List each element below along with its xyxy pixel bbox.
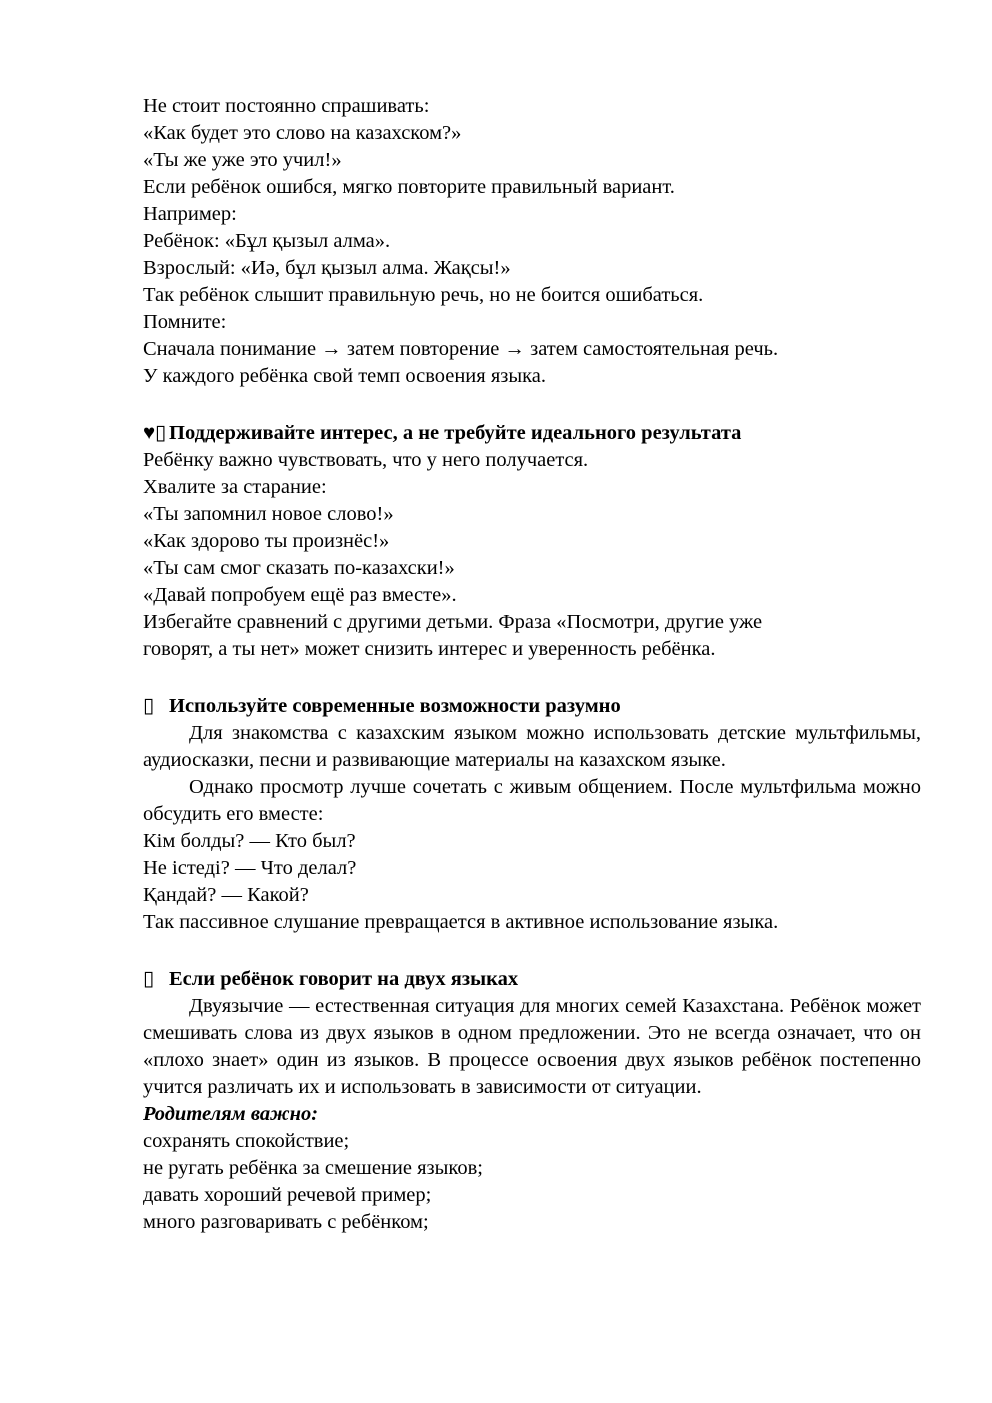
text-line: Так ребёнок слышит правильную речь, но не боится ошибаться.: [143, 284, 704, 306]
text-line: Если ребёнок ошибся, мягко повторите правильный вариант.: [143, 176, 675, 198]
text-line: «Давай попробуем ещё раз вместе».: [143, 584, 457, 606]
section-heading: [143, 420, 921, 447]
section-gap: [143, 390, 921, 420]
text-line: «Ты запомнил новое слово!»: [143, 503, 394, 525]
missing-glyph-icon: ▯: [143, 968, 155, 990]
list-item: сохранять спокойствие;: [143, 1130, 350, 1152]
section-support-interest: [143, 420, 921, 663]
list-item: давать хороший речевой пример;: [143, 1184, 432, 1206]
section-gap: [143, 936, 921, 966]
document-page: [143, 93, 921, 1236]
section-heading-text: Используйте современные возможности разумно: [169, 695, 621, 717]
text-line: Сначала понимание → затем повторение → затем самостоятельная речь.: [143, 338, 779, 360]
paragraph: Для знакомства с казахским языком можно использовать детские мультфильмы, аудиосказки, песни и развивающие материалы на казахском языке.: [143, 722, 921, 771]
text-line: «Ты сам смог сказать по-казахски!»: [143, 557, 455, 579]
list-item: много разговаривать с ребёнком;: [143, 1211, 429, 1233]
text-line: Ребёнку важно чувствовать, что у него получается.: [143, 449, 589, 471]
text-line: Кім болды? — Кто был?: [143, 830, 356, 852]
text-line: У каждого ребёнка свой темп освоения языка.: [143, 365, 547, 387]
missing-glyph-icon: ▯: [155, 422, 167, 444]
section-heading-text: Поддерживайте интерес, а не требуйте идеального результата: [169, 422, 742, 444]
section-bilingual: [143, 966, 921, 1236]
text-line: «Как здорово ты произнёс!»: [143, 530, 390, 552]
text-line: Избегайте сравнений с другими детьми. Фраза «Посмотри, другие уже: [143, 611, 763, 633]
missing-glyph-icon: ▯: [143, 695, 155, 717]
text-line: Қандай? — Какой?: [143, 884, 309, 906]
text-line: Не істеді? — Что делал?: [143, 857, 357, 879]
section-heading: [143, 966, 921, 993]
section-heading: [143, 693, 921, 720]
text-line: Помните:: [143, 311, 227, 333]
text-line: Не стоит постоянно спрашивать:: [143, 95, 430, 117]
list-item: не ругать ребёнка за смешение языков;: [143, 1157, 483, 1179]
text-line: Хвалите за старание:: [143, 476, 327, 498]
section-heading-text: Если ребёнок говорит на двух языках: [169, 968, 519, 990]
emphasis-label: Родителям важно:: [143, 1103, 319, 1125]
heart-icon: ♥: [143, 422, 156, 444]
paragraph: Однако просмотр лучше сочетать с живым общением. После мультфильма можно обсудить его вместе:: [143, 776, 921, 825]
text-line: говорят, а ты нет» может снизить интерес и уверенность ребёнка.: [143, 638, 716, 660]
section-modern-tools: [143, 693, 921, 936]
section-gap: [143, 663, 921, 693]
text-line: Так пассивное слушание превращается в активное использование языка.: [143, 911, 779, 933]
text-line: Ребёнок: «Бұл қызыл алма».: [143, 230, 391, 252]
text-line: Например:: [143, 203, 237, 225]
paragraph: Двуязычие — естественная ситуация для многих семей Казахстана. Ребёнок может смешивать слова из двух языков в одном предложении. Это не всегда означает, что он «плохо знает» один из языков. В процессе освоения двух языков ребёнок постепенно учится различать их и использовать в зависимости от ситуации.: [143, 995, 921, 1098]
text-line: «Ты же уже это учил!»: [143, 149, 342, 171]
text-line: Взрослый: «Иә, бұл қызыл алма. Жақсы!»: [143, 257, 511, 279]
text-line: «Как будет это слово на казахском?»: [143, 122, 462, 144]
section-repeat-advice: [143, 93, 921, 390]
